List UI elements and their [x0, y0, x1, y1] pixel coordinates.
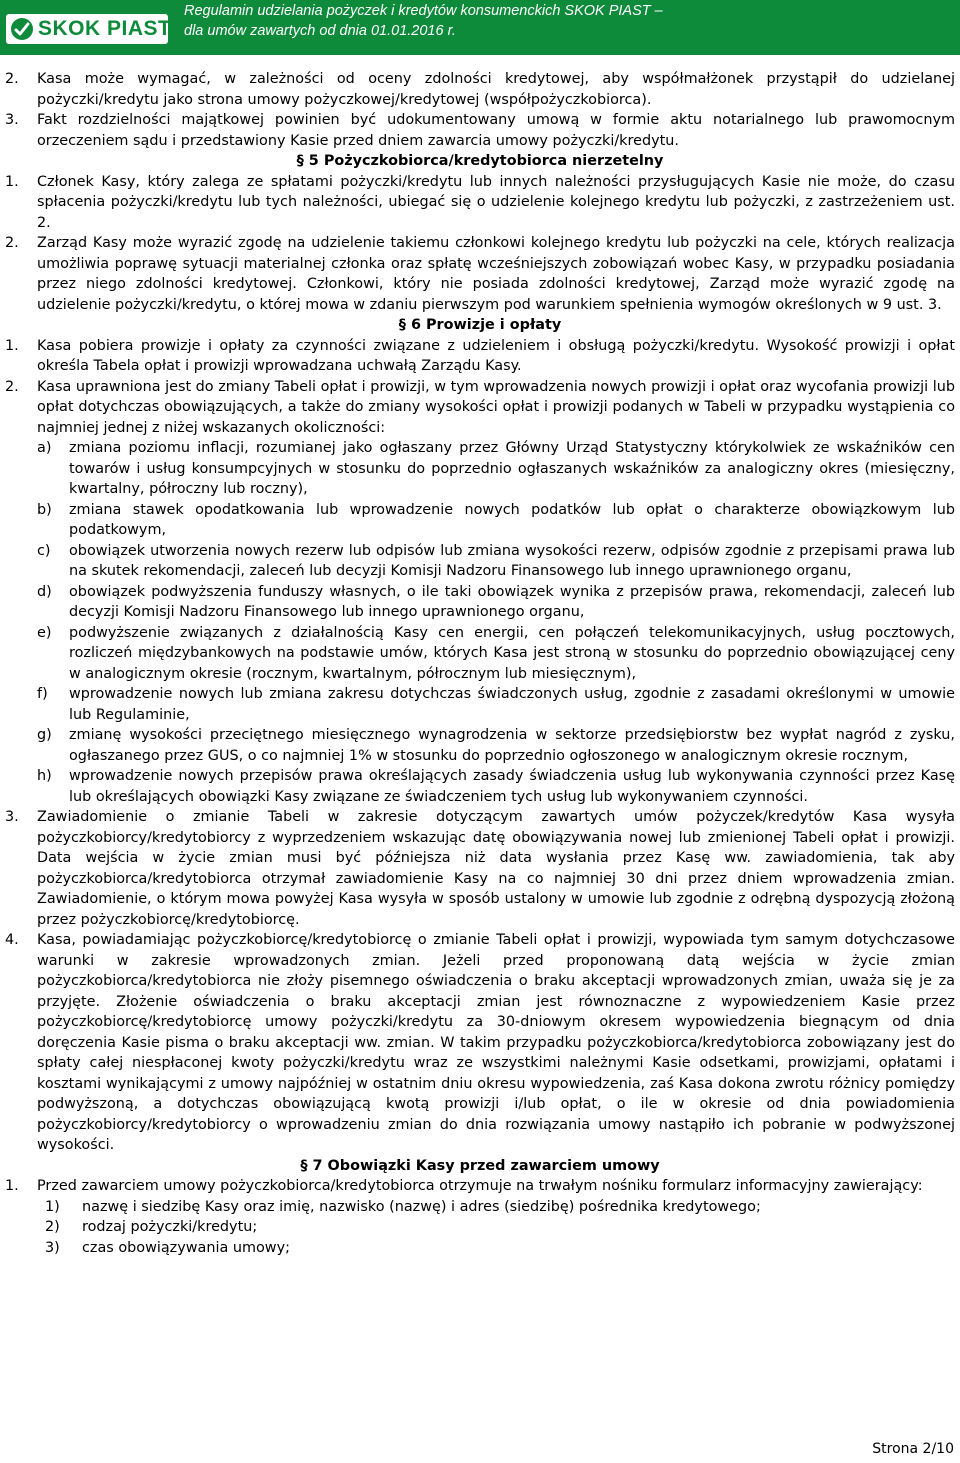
sub-list-item: b) zmiana stawek opodatkowania lub wprowadzenie nowych podatków lub opłat o charakterze obowiązkowym lub podatkowym,: [37, 501, 955, 538]
list-item: 2. Zarząd Kasy może wyrazić zgodę na udzielenie takiemu członkowi kolejnego kredytu lub pożyczki na cele, których realizacja umożliwia poprawę sytuacji materialnej członka oraz spłatę wcześniejszych zobowiązań wobec Kasy, w przypadku posiadania przez niego zdolności kredytowej. Członkowi, który nie posiada zdolności kredytowej, Zarząd może wyrazić zgodę na udzielenie pożyczki/kredytu, o której mowa w zdaniu pierwszym pod warunkiem spełnienia wymogów określonych w 9 ust. 3.: [5, 235, 955, 313]
sub-list-item: d) obowiązek podwyższenia funduszy własnych, o ile taki obowiązek wynika z przepisów prawa, rekomendacji, zaleceń lub decyzji Komisji Nadzoru Finansowego lub innego uprawnionego organu,: [37, 583, 955, 620]
skok-piast-logo: [6, 14, 172, 44]
sub-list-item: 2) rodzaj pożyczki/kredytu;: [45, 1219, 258, 1235]
document-body: [5, 69, 955, 1258]
section-5-heading: § 5 Pożyczkobiorca/kredytobiorca nierzetelny: [296, 153, 664, 169]
list-item: 2. Kasa może wymagać, w zależności od oceny zdolności kredytowej, aby współmałżonek przystąpił do udzielanej pożyczki/kredytu jako strona umowy pożyczkowej/kredytowej (współpożyczkobiorca).: [5, 71, 955, 108]
document-header: [0, 0, 960, 55]
sub-list-item: e) podwyższenie związanych z działalnością Kasy cen energii, cen połączeń telekomunikacyjnych, usług pocztowych, rozliczeń międzybankowych na podstawie umów, których Kasa jest stroną w stosunku do poprzednio obowiązującej ceny w analogicznym okresie (rocznym, kwartalnym, półrocznym lub miesięcznym),: [37, 624, 955, 682]
sub-list-item: 3) czas obowiązywania umowy;: [45, 1239, 290, 1256]
document-title-line2: dla umów zawartych od dnia 01.01.2016 r.: [184, 23, 456, 39]
sub-list-item: f) wprowadzenie nowych lub zmiana zakresu dotychczas świadczonych usług, zgodnie z zasadami określonymi w umowie lub Regulaminie,: [37, 686, 955, 723]
sub-list-item: 1) nazwę i siedzibę Kasy oraz imię, nazwisko (nazwę) i adres (siedzibę) pośrednika kredytowego;: [45, 1198, 761, 1215]
document-title: [184, 1, 663, 41]
logo-leaf-icon: [10, 17, 34, 41]
section-6-heading: § 6 Prowizje i opłaty: [398, 317, 562, 333]
section-symbol: §: [300, 1157, 308, 1174]
list-item: 3. Fakt rozdzielności majątkowej powinien być udokumentowany umową w formie aktu notarialnego lub prawomocnym orzeczeniem sądu i przedstawiony Kasie przed dniem zawarcia umowy pożyczki/kredytu.: [5, 112, 955, 149]
logo-text: SKOK PIAST: [38, 17, 172, 40]
list-item: 1. Kasa pobiera prowizje i opłaty za czynności związane z udzieleniem i obsługą pożyczki/kredytu. Wysokość prowizji i opłat określa Tabela opłat i prowizji wprowadzana uchwałą Zarządu Kasy.: [5, 337, 955, 374]
list-item: 1. Przed zawarciem umowy pożyczkobiorca/kredytobiorca otrzymuje na trwałym nośniku formularz informacyjny zawierający:: [5, 1178, 923, 1194]
section-symbol: §: [398, 317, 406, 333]
sub-list-item: h) wprowadzenie nowych przepisów prawa określających zasady świadczenia usług lub wykonywania czynności przez Kasę lub określających obowiązki Kasy związane ze świadczeniem tych usług lub wykonywaniem czynności.: [37, 768, 955, 805]
sub-list-item: c) obowiązek utworzenia nowych rezerw lub odpisów lub zmiana wysokości rezerw, odpisów zgodnie z przepisami prawa lub na skutek rekomendacji, zaleceń lub decyzji Komisji Nadzoru Finansowego lub innego uprawnionego organu,: [37, 542, 955, 579]
section-symbol: §: [296, 153, 304, 169]
page-number: Strona 2/10: [872, 1441, 954, 1457]
sub-list-item: g) zmianę wysokości przeciętnego miesięcznego wynagrodzenia w sektorze przedsiębiorstw bez wypłat nagród z zysku, ogłaszanego przez GUS, o co najmniej 1% w stosunku do poprzednio ogłoszonego w analogicznym okresie rocznym,: [37, 727, 955, 764]
section-7-heading: § 7 Obowiązki Kasy przed zawarciem umowy: [300, 1157, 660, 1174]
document-title-line1: Regulamin udzielania pożyczek i kredytów konsumenckich SKOK PIAST –: [184, 3, 663, 19]
list-item: 3. Zawiadomienie o zmianie Tabeli w zakresie dotyczącym zawartych umów pożyczek/kredytów Kasa wysyła pożyczkobiorcy/kredytobiorcy z wyprzedzeniem wskazując datę obowiązywania nowej lub zmienionej Tabeli opłat i prowizji. Data wejścia w życie zmian musi być późniejsza niż data wysłania przez Kasę ww. zawiadomienia, tak aby pożyczkobiorca/kredytobiorca otrzymał zawiadomienie Kasy na co najmniej 30 dni przez dniem wprowadzenia zmian. Zawiadomienie, o którym mowa powyżej Kasa wysyła w sposób ustalony w umowie lub zgodnie z odrębną dyspozycją złożoną przez pożyczkobiorcę/kredytobiorcę.: [5, 809, 955, 928]
list-item: 1. Członek Kasy, który zalega ze spłatami pożyczki/kredytu lub innych należności przysługujących Kasie nie może, do czasu spłacenia pożyczki/kredytu lub tych należności, ubiegać się o udzielenie kolejnego kredytu lub pożyczki, z zastrzeżeniem ust. 2.: [5, 173, 955, 231]
list-item: 4. Kasa, powiadamiając pożyczkobiorcę/kredytobiorcę o zmianie Tabeli opłat i prowizji, wypowiada tym samym dotychczasowe warunki w zakresie wprowadzonych zmian. Jeżeli przed proponowaną datą wejścia w życie zmian pożyczkobiorca/kredytobiorca nie złoży pisemnego oświadczenia o braku akceptacji wprowadzonych zmian, uważa się je za przyjęte. Złożenie oświadczenia o braku akceptacji zmian jest równoznaczne z wypowiedzeniem Kasie przez pożyczkobiorcę/kredytobiorcę umowy pożyczki/kredytu za 30-dniowym okresem wypowiedzenia biegnącym od dnia doręczenia Kasie pisma o braku akceptacji ww. zmian. W takim przypadku pożyczkobiorca/kredytobiorca zobowiązany jest do spłaty całej niespłaconej kwoty pożyczki/kredytu wraz ze wszystkimi należnymi Kasie odsetkami, prowizjami, opłatami i kosztami wynikającymi z umowy najpóźniej w ostatnim dniu okresu wypowiedzenia, zaś Kasa dokona zwrotu różnicy pomiędzy podwyższoną, a dotychczas obowiązującą kwotą prowizji i/lub opłat, o ile w okresie od dnia powiadomienia pożyczkobiorcy/kredytobiorcy o wprowadzeniu zmian do dnia rozwiązania umowy nastąpiło ich pobranie w podwyższonej wysokości.: [5, 932, 955, 1153]
sub-list-item: a) zmiana poziomu inflacji, rozumianej jako ogłaszany przez Główny Urząd Statystyczny którykolwiek ze wskaźników cen towarów i usług konsumpcyjnych w stosunku do poprzednio ogłaszanych wskaźników za analogiczny okres (miesięczny, kwartalny, półroczny lub roczny),: [37, 440, 955, 497]
list-item: 2. Kasa uprawniona jest do zmiany Tabeli opłat i prowizji, w tym wprowadzenia nowych prowizji i opłat oraz wycofania prowizji lub opłat dotychczas obowiązujących, a także do zmiany wysokości opłat i prowizji podanych w Tabeli w przypadku wystąpienia co najmniej jednej z niżej wskazanych okoliczności:: [5, 378, 955, 436]
